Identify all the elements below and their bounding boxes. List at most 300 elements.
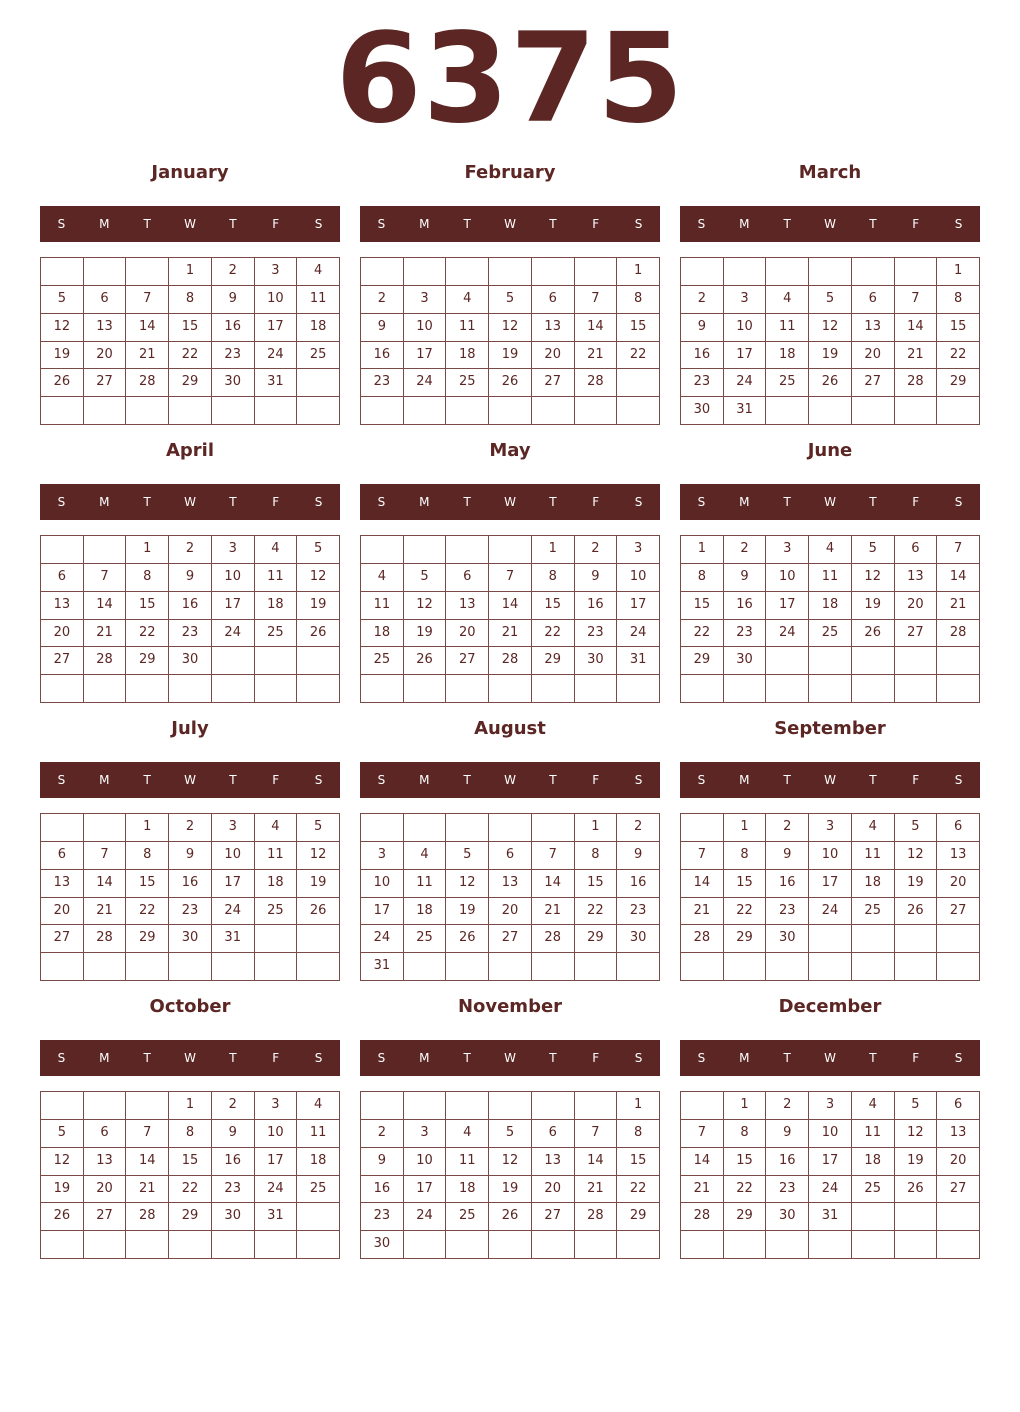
- day-cell: 9: [361, 1148, 404, 1176]
- empty-day-cell: [681, 953, 724, 981]
- empty-day-cell: [937, 675, 980, 703]
- empty-day-cell: [575, 1231, 618, 1259]
- day-cell: 16: [169, 592, 212, 620]
- empty-day-cell: [532, 814, 575, 842]
- day-cell: 3: [809, 1092, 852, 1120]
- day-cell: 13: [446, 592, 489, 620]
- day-cell: 14: [489, 592, 532, 620]
- day-cell: 25: [446, 1203, 489, 1231]
- weekday-label: S: [314, 217, 323, 231]
- weekday-label: F: [272, 1051, 280, 1065]
- day-cell: 11: [446, 1148, 489, 1176]
- weekday-label: T: [549, 217, 557, 231]
- day-cell: 2: [361, 1120, 404, 1148]
- day-cell: 11: [852, 1120, 895, 1148]
- day-cell: 21: [532, 898, 575, 926]
- empty-day-cell: [681, 814, 724, 842]
- day-cell: 4: [852, 814, 895, 842]
- empty-day-cell: [404, 1231, 447, 1259]
- day-cell: 3: [724, 286, 767, 314]
- day-cell: 23: [169, 620, 212, 648]
- empty-day-cell: [575, 953, 618, 981]
- weekday-label: F: [592, 495, 600, 509]
- day-cell: 6: [446, 564, 489, 592]
- empty-day-cell: [169, 397, 212, 425]
- day-cell: 28: [126, 1203, 169, 1231]
- day-cell: 19: [895, 870, 938, 898]
- day-cell: 19: [489, 342, 532, 370]
- day-cell: 2: [361, 286, 404, 314]
- day-cell: 30: [212, 1203, 255, 1231]
- day-cell: 1: [724, 1092, 767, 1120]
- empty-day-cell: [41, 814, 84, 842]
- empty-day-cell: [297, 1231, 340, 1259]
- empty-day-cell: [404, 258, 447, 286]
- day-grid: [360, 257, 660, 425]
- day-cell: 22: [169, 342, 212, 370]
- weekday-label: T: [783, 217, 791, 231]
- day-cell: 13: [84, 314, 127, 342]
- day-cell: 8: [617, 286, 660, 314]
- day-cell: 8: [724, 1120, 767, 1148]
- day-cell: 24: [255, 342, 298, 370]
- weekday-label: T: [783, 773, 791, 787]
- day-cell: 4: [766, 286, 809, 314]
- day-cell: 26: [895, 1176, 938, 1204]
- weekday-label: T: [143, 217, 151, 231]
- day-cell: 9: [575, 564, 618, 592]
- day-cell: 5: [895, 1092, 938, 1120]
- day-cell: 2: [169, 536, 212, 564]
- day-cell: 13: [532, 1148, 575, 1176]
- empty-day-cell: [446, 1231, 489, 1259]
- day-cell: 6: [41, 564, 84, 592]
- empty-day-cell: [169, 675, 212, 703]
- day-grid: [40, 1091, 340, 1259]
- empty-day-cell: [852, 1231, 895, 1259]
- weekday-label: M: [99, 773, 110, 787]
- day-cell: 15: [724, 1148, 767, 1176]
- day-cell: 11: [297, 1120, 340, 1148]
- day-cell: 4: [404, 842, 447, 870]
- weekday-header: [40, 484, 340, 520]
- empty-day-cell: [766, 647, 809, 675]
- weekday-header: [680, 1040, 980, 1076]
- day-cell: 19: [41, 1176, 84, 1204]
- day-cell: 16: [724, 592, 767, 620]
- day-cell: 29: [724, 1203, 767, 1231]
- empty-day-cell: [766, 953, 809, 981]
- empty-day-cell: [404, 536, 447, 564]
- day-cell: 30: [169, 925, 212, 953]
- day-cell: 18: [852, 1148, 895, 1176]
- weekday-label: S: [57, 217, 66, 231]
- weekday-label: T: [549, 1051, 557, 1065]
- empty-day-cell: [41, 397, 84, 425]
- day-cell: 19: [446, 898, 489, 926]
- day-cell: 28: [681, 1203, 724, 1231]
- empty-day-cell: [766, 675, 809, 703]
- weekday-label: T: [463, 217, 471, 231]
- weekday-label: S: [57, 773, 66, 787]
- day-cell: 14: [575, 314, 618, 342]
- day-cell: 16: [766, 1148, 809, 1176]
- day-cell: 14: [84, 592, 127, 620]
- day-cell: 16: [361, 1176, 404, 1204]
- weekday-label: T: [549, 773, 557, 787]
- day-cell: 29: [681, 647, 724, 675]
- empty-day-cell: [489, 1231, 532, 1259]
- day-cell: 18: [809, 592, 852, 620]
- empty-day-cell: [446, 675, 489, 703]
- day-cell: 28: [937, 620, 980, 648]
- day-cell: 11: [255, 564, 298, 592]
- empty-day-cell: [895, 397, 938, 425]
- weekday-label: S: [57, 1051, 66, 1065]
- day-cell: 8: [126, 564, 169, 592]
- weekday-label: T: [549, 495, 557, 509]
- empty-day-cell: [84, 397, 127, 425]
- month-title: September: [774, 718, 886, 739]
- day-cell: 12: [404, 592, 447, 620]
- empty-day-cell: [297, 675, 340, 703]
- day-cell: 13: [532, 314, 575, 342]
- day-cell: 2: [169, 814, 212, 842]
- day-cell: 16: [361, 342, 404, 370]
- day-cell: 12: [895, 842, 938, 870]
- day-cell: 9: [212, 1120, 255, 1148]
- empty-day-cell: [361, 1092, 404, 1120]
- day-cell: 24: [809, 898, 852, 926]
- day-cell: 18: [361, 620, 404, 648]
- empty-day-cell: [126, 1092, 169, 1120]
- empty-day-cell: [852, 1203, 895, 1231]
- day-cell: 15: [937, 314, 980, 342]
- weekday-label: M: [419, 217, 430, 231]
- day-cell: 30: [361, 1231, 404, 1259]
- day-cell: 10: [212, 564, 255, 592]
- day-cell: 20: [937, 1148, 980, 1176]
- empty-day-cell: [212, 647, 255, 675]
- day-cell: 6: [489, 842, 532, 870]
- empty-day-cell: [212, 1231, 255, 1259]
- day-cell: 20: [895, 592, 938, 620]
- day-cell: 6: [532, 1120, 575, 1148]
- day-cell: 17: [255, 1148, 298, 1176]
- day-cell: 13: [41, 592, 84, 620]
- weekday-header: [360, 1040, 660, 1076]
- empty-day-cell: [84, 814, 127, 842]
- empty-day-cell: [852, 925, 895, 953]
- day-cell: 27: [446, 647, 489, 675]
- empty-day-cell: [489, 397, 532, 425]
- empty-day-cell: [809, 258, 852, 286]
- day-cell: 12: [297, 842, 340, 870]
- empty-day-cell: [84, 675, 127, 703]
- weekday-label: M: [99, 1051, 110, 1065]
- weekday-label: M: [739, 495, 750, 509]
- day-cell: 25: [255, 898, 298, 926]
- day-cell: 22: [617, 342, 660, 370]
- empty-day-cell: [575, 397, 618, 425]
- empty-day-cell: [41, 258, 84, 286]
- day-cell: 30: [766, 925, 809, 953]
- empty-day-cell: [446, 814, 489, 842]
- day-cell: 13: [895, 564, 938, 592]
- day-cell: 4: [297, 1092, 340, 1120]
- empty-day-cell: [937, 1231, 980, 1259]
- day-cell: 23: [766, 1176, 809, 1204]
- day-grid: [360, 813, 660, 981]
- day-cell: 12: [297, 564, 340, 592]
- empty-day-cell: [617, 953, 660, 981]
- day-cell: 2: [212, 1092, 255, 1120]
- day-cell: 20: [937, 870, 980, 898]
- day-grid: [40, 257, 340, 425]
- empty-day-cell: [617, 397, 660, 425]
- empty-day-cell: [169, 953, 212, 981]
- weekday-label: S: [377, 217, 386, 231]
- day-cell: 21: [84, 898, 127, 926]
- day-cell: 5: [297, 814, 340, 842]
- day-cell: 23: [169, 898, 212, 926]
- day-cell: 7: [575, 1120, 618, 1148]
- day-cell: 29: [575, 925, 618, 953]
- day-cell: 3: [255, 258, 298, 286]
- weekday-label: T: [229, 1051, 237, 1065]
- weekday-label: F: [592, 217, 600, 231]
- weekday-label: S: [377, 773, 386, 787]
- weekday-label: S: [314, 773, 323, 787]
- day-cell: 29: [126, 925, 169, 953]
- day-cell: 9: [724, 564, 767, 592]
- day-cell: 26: [809, 369, 852, 397]
- day-cell: 24: [212, 620, 255, 648]
- weekday-label: M: [739, 773, 750, 787]
- day-cell: 12: [446, 870, 489, 898]
- day-cell: 17: [212, 870, 255, 898]
- weekday-label: S: [634, 495, 643, 509]
- empty-day-cell: [575, 675, 618, 703]
- day-cell: 28: [84, 925, 127, 953]
- empty-day-cell: [255, 647, 298, 675]
- day-cell: 7: [681, 842, 724, 870]
- weekday-label: W: [824, 495, 836, 509]
- weekday-label: S: [634, 1051, 643, 1065]
- weekday-header: [680, 206, 980, 242]
- day-cell: 4: [297, 258, 340, 286]
- weekday-label: W: [184, 773, 196, 787]
- day-cell: 25: [446, 369, 489, 397]
- empty-day-cell: [724, 675, 767, 703]
- empty-day-cell: [41, 675, 84, 703]
- day-cell: 22: [937, 342, 980, 370]
- empty-day-cell: [617, 1231, 660, 1259]
- day-cell: 25: [766, 369, 809, 397]
- day-cell: 18: [255, 592, 298, 620]
- empty-day-cell: [937, 1203, 980, 1231]
- day-cell: 4: [361, 564, 404, 592]
- day-cell: 3: [404, 1120, 447, 1148]
- weekday-label: W: [184, 217, 196, 231]
- day-cell: 6: [84, 1120, 127, 1148]
- year-title: 6375: [335, 7, 685, 151]
- day-cell: 24: [212, 898, 255, 926]
- day-cell: 7: [681, 1120, 724, 1148]
- day-cell: 28: [575, 369, 618, 397]
- day-cell: 2: [766, 1092, 809, 1120]
- day-cell: 27: [937, 898, 980, 926]
- empty-day-cell: [41, 1092, 84, 1120]
- day-cell: 29: [126, 647, 169, 675]
- day-cell: 10: [255, 1120, 298, 1148]
- day-cell: 29: [617, 1203, 660, 1231]
- day-cell: 17: [404, 1176, 447, 1204]
- day-cell: 27: [532, 369, 575, 397]
- empty-day-cell: [937, 953, 980, 981]
- weekday-label: S: [697, 1051, 706, 1065]
- day-cell: 6: [895, 536, 938, 564]
- day-cell: 18: [404, 898, 447, 926]
- empty-day-cell: [84, 953, 127, 981]
- day-cell: 10: [404, 1148, 447, 1176]
- day-grid: [40, 813, 340, 981]
- day-cell: 26: [852, 620, 895, 648]
- day-cell: 9: [212, 286, 255, 314]
- empty-day-cell: [617, 369, 660, 397]
- day-cell: 23: [724, 620, 767, 648]
- empty-day-cell: [937, 397, 980, 425]
- day-cell: 30: [169, 647, 212, 675]
- day-cell: 8: [617, 1120, 660, 1148]
- empty-day-cell: [212, 953, 255, 981]
- weekday-label: T: [869, 773, 877, 787]
- weekday-label: W: [824, 1051, 836, 1065]
- empty-day-cell: [681, 1092, 724, 1120]
- empty-day-cell: [297, 647, 340, 675]
- empty-day-cell: [41, 1231, 84, 1259]
- weekday-label: M: [419, 773, 430, 787]
- weekday-label: T: [229, 217, 237, 231]
- day-cell: 11: [361, 592, 404, 620]
- empty-day-cell: [126, 397, 169, 425]
- day-cell: 9: [766, 842, 809, 870]
- empty-day-cell: [852, 675, 895, 703]
- day-grid: [360, 1091, 660, 1259]
- day-cell: 3: [809, 814, 852, 842]
- day-cell: 17: [255, 314, 298, 342]
- day-cell: 15: [724, 870, 767, 898]
- day-cell: 10: [724, 314, 767, 342]
- month-title: December: [778, 996, 882, 1017]
- month-title: November: [457, 996, 563, 1017]
- day-cell: 10: [617, 564, 660, 592]
- day-cell: 14: [126, 314, 169, 342]
- day-cell: 25: [361, 647, 404, 675]
- weekday-label: F: [912, 1051, 920, 1065]
- weekday-label: W: [184, 495, 196, 509]
- empty-day-cell: [297, 1203, 340, 1231]
- month-title: July: [171, 718, 209, 739]
- empty-day-cell: [852, 647, 895, 675]
- day-cell: 9: [681, 314, 724, 342]
- day-cell: 8: [126, 842, 169, 870]
- day-cell: 5: [404, 564, 447, 592]
- day-cell: 15: [681, 592, 724, 620]
- day-cell: 11: [809, 564, 852, 592]
- weekday-label: M: [739, 1051, 750, 1065]
- month-title: October: [149, 996, 231, 1017]
- day-cell: 7: [126, 286, 169, 314]
- day-cell: 22: [169, 1176, 212, 1204]
- day-cell: 9: [169, 564, 212, 592]
- empty-day-cell: [297, 397, 340, 425]
- day-cell: 26: [404, 647, 447, 675]
- day-cell: 20: [852, 342, 895, 370]
- weekday-header: [40, 1040, 340, 1076]
- weekday-label: S: [57, 495, 66, 509]
- weekday-label: T: [463, 495, 471, 509]
- day-cell: 20: [532, 1176, 575, 1204]
- day-cell: 12: [489, 314, 532, 342]
- day-cell: 5: [297, 536, 340, 564]
- day-cell: 22: [617, 1176, 660, 1204]
- day-cell: 26: [41, 369, 84, 397]
- day-cell: 23: [212, 1176, 255, 1204]
- day-cell: 7: [532, 842, 575, 870]
- day-cell: 22: [532, 620, 575, 648]
- day-cell: 26: [489, 369, 532, 397]
- day-cell: 27: [852, 369, 895, 397]
- day-cell: 16: [575, 592, 618, 620]
- day-cell: 21: [84, 620, 127, 648]
- day-cell: 21: [126, 342, 169, 370]
- day-cell: 1: [575, 814, 618, 842]
- empty-day-cell: [724, 1231, 767, 1259]
- day-cell: 14: [895, 314, 938, 342]
- empty-day-cell: [681, 1231, 724, 1259]
- day-cell: 26: [297, 898, 340, 926]
- empty-day-cell: [895, 953, 938, 981]
- day-cell: 6: [937, 1092, 980, 1120]
- day-cell: 31: [255, 1203, 298, 1231]
- weekday-label: S: [954, 495, 963, 509]
- day-cell: 3: [617, 536, 660, 564]
- day-cell: 1: [617, 258, 660, 286]
- empty-day-cell: [169, 1231, 212, 1259]
- day-cell: 31: [724, 397, 767, 425]
- day-cell: 12: [809, 314, 852, 342]
- day-cell: 5: [852, 536, 895, 564]
- day-cell: 30: [212, 369, 255, 397]
- day-cell: 19: [297, 592, 340, 620]
- empty-day-cell: [297, 953, 340, 981]
- day-cell: 16: [212, 314, 255, 342]
- day-cell: 22: [724, 1176, 767, 1204]
- day-cell: 11: [255, 842, 298, 870]
- day-cell: 21: [575, 342, 618, 370]
- day-cell: 17: [809, 1148, 852, 1176]
- day-cell: 4: [446, 1120, 489, 1148]
- day-cell: 23: [361, 1203, 404, 1231]
- day-cell: 23: [575, 620, 618, 648]
- day-cell: 7: [575, 286, 618, 314]
- empty-day-cell: [809, 397, 852, 425]
- empty-day-cell: [489, 1092, 532, 1120]
- day-cell: 1: [681, 536, 724, 564]
- empty-day-cell: [766, 397, 809, 425]
- day-cell: 16: [212, 1148, 255, 1176]
